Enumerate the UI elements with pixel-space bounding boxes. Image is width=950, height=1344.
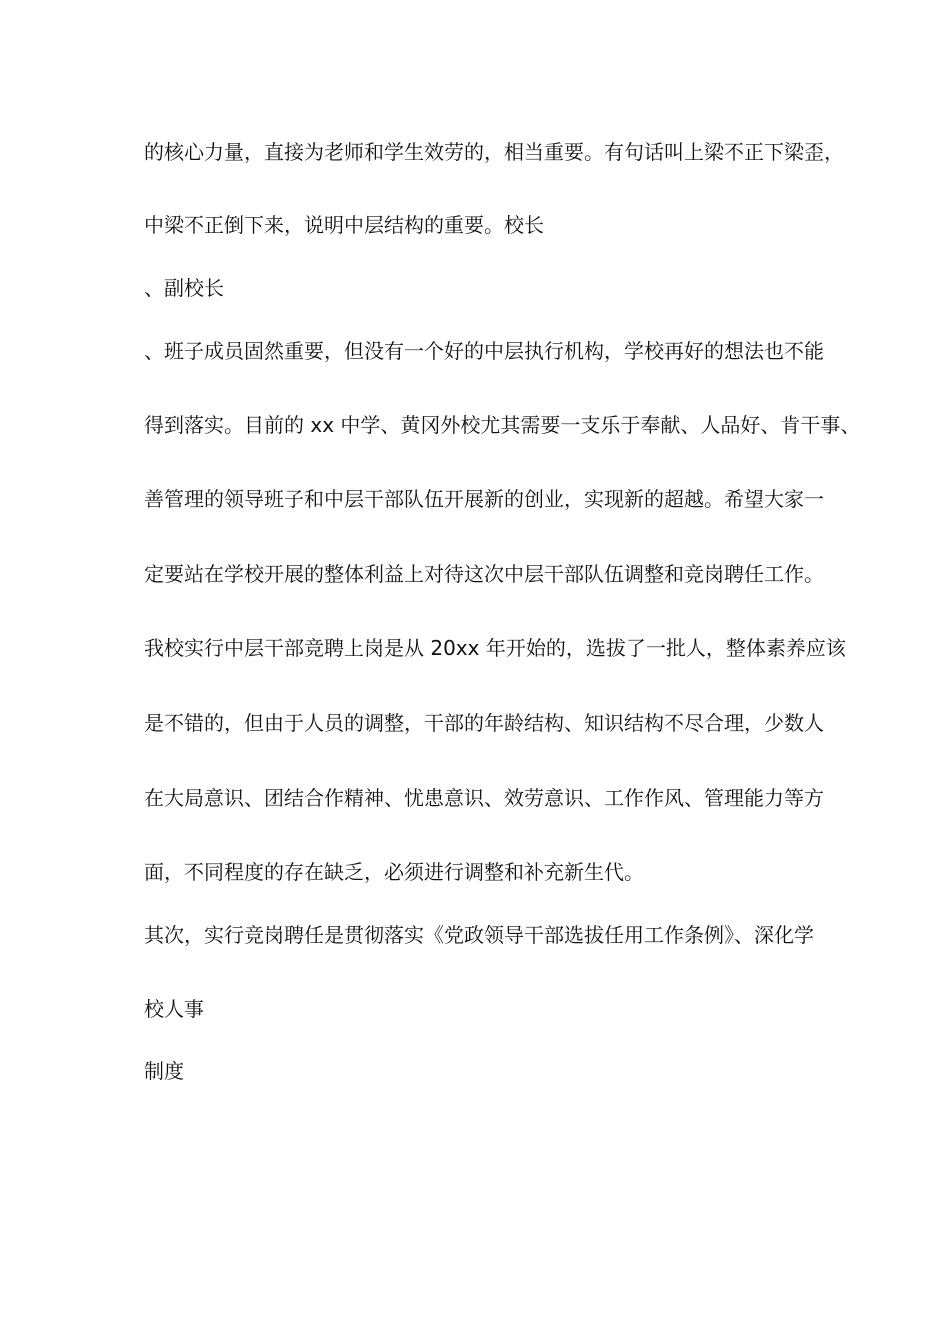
text-line: 面，不同程度的存在缺乏，必须进行调整和补充新生代。 bbox=[144, 860, 644, 884]
text-line: 制度 bbox=[144, 1059, 184, 1083]
text-line: 我校实行中层干部竞聘上岗是从 20xx 年开始的，选拔了一批人，整体素养应该 bbox=[144, 636, 846, 660]
text-line: 、班子成员固然重要，但没有一个好的中层执行机构，学校再好的想法也不能 bbox=[144, 339, 824, 363]
text-line: 在大局意识、团结合作精神、忧患意识、效劳意识、工作作风、管理能力等方 bbox=[144, 786, 824, 810]
text-line: 校人事 bbox=[144, 997, 204, 1021]
text-line: 得到落实。目前的 xx 中学、黄冈外校尤其需要一支乐于奉献、人品好、肯干事、 bbox=[144, 413, 861, 437]
text-line: 是不错的，但由于人员的调整，干部的年龄结构、知识结构不尽合理，少数人 bbox=[144, 711, 824, 735]
text-line: 、副校长 bbox=[144, 276, 224, 300]
text-line: 中梁不正倒下来，说明中层结构的重要。校长 bbox=[144, 213, 544, 237]
text-line: 其次，实行竞岗聘任是贯彻落实《党政领导干部选拔任用工作条例》、深化学 bbox=[144, 923, 814, 947]
text-line: 善管理的领导班子和中层干部队伍开展新的创业，实现新的超越。希望大家一 bbox=[144, 487, 824, 511]
text-line: 的核心力量，直接为老师和学生效劳的，相当重要。有句话叫上梁不正下梁歪， bbox=[144, 140, 844, 164]
text-line: 定要站在学校开展的整体利益上对待这次中层干部队伍调整和竞岗聘任工作。 bbox=[144, 562, 824, 586]
